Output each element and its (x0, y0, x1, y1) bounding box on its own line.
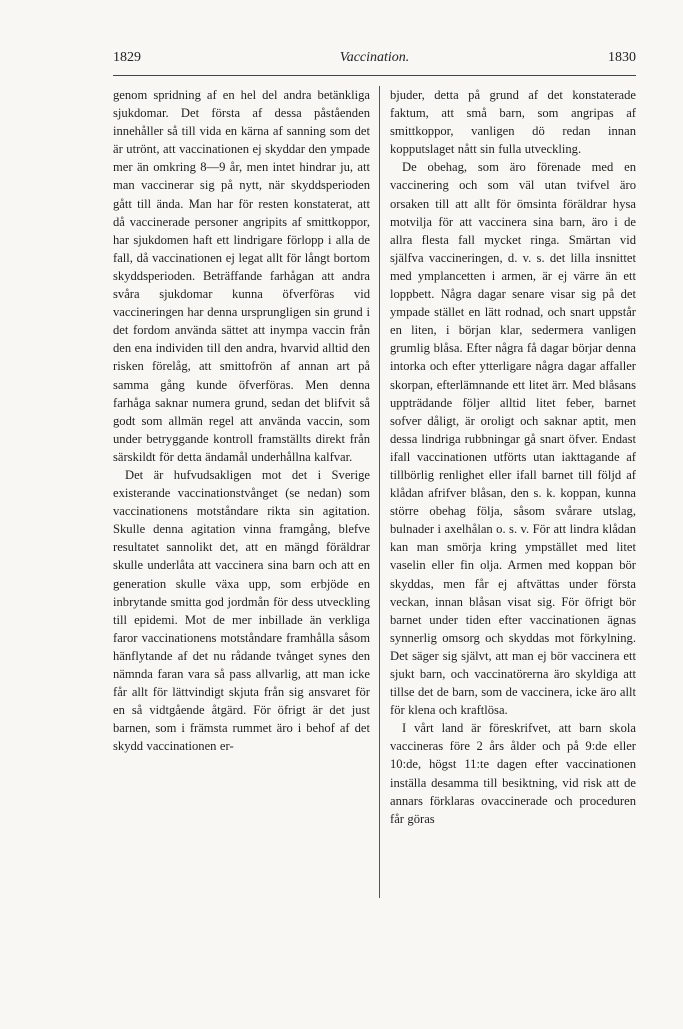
paragraph: bjuder, detta på grund af det konstaterade faktum, att små barn, som angripas af smittkoppor, vanligen dö redan innan kopputslaget nått sin fulla utveckling. (390, 88, 636, 157)
paragraph: I vårt land är föreskrifvet, att barn skola vaccineras före 2 års ålder och på 9:de eller 10:de, högst 11:te dagen efter vaccinationen inställa desamma till besiktning, vid risk att de annars förklaras ovaccinerade och proceduren får göras (390, 721, 636, 826)
paragraph: Det är hufvudsakligen mot det i Sverige existerande vaccinationstvånget (se nedan) som vaccinationens motståndare rikta sin agitation. Skulle denna agitation vinna framgång, blefve resultatet sannolikt det, att en mängd föräldrar skulle underlåta att vaccinera sina barn och att en generation skulle växa upp, som erbjöde en inbrytande smitta god jordmån för dess utveckling till epidemi. Mot de mer inbillade än verkliga faror vaccinationens motståndare framhålla såsom hänflytande af det nu rådande tvånget synes den nämnda faran vara så pass allvarlig, att man icke får allt för lättvindigt skjuta från sig ansvaret för en så vidtgående åtgärd. För öfrigt är det just barnen, som i främsta rummet äro i behof af det skydd vaccinationen er- (113, 467, 370, 754)
left-column (113, 86, 370, 755)
paragraph: genom spridning af en hel del andra betänkliga sjukdomar. Det första af dessa påståenden innehåller så till vida en kärna af sanning som det är utrönt, att vaccinationen ej skyddar den ympade mer än omkring 8—9 år, men intet hindrar ju, att man vaccinerar sig på nytt, när skyddsperioden gått till ända. Man har för resten konstaterat, att då vaccinerade personer angripits af smittkoppor, har sjukdomen haft ett lindrigare förlopp i alla de fall, då vaccinationen ej legat allt för långt bortom skyddsperioden. Beträffande farhågan att andra svåra sjukdomar kunna öfverföras vid vaccineringen har denna ursprungligen sin grund i det fordom använda sättet att inympa vaccin från den ena individen till den andra, hvarvid alltid den risken förelåg, att smittofrön af annan art på samma gång kunde öfverföras. Men denna farhåga saknar numera grund, sedan det blifvit så godt som allmän regel att använda vaccin, som under betryggande kontroll framställts direkt från särskildt för detta ändamål underhållna kalfvar. (113, 88, 370, 464)
paragraph: De obehag, som äro förenade med en vaccinering och som väl utan tvifvel äro orsaken till att allt för ömsinta föräldrar hysa motvilja för att vaccinera sina barn, äro i de allra flesta fall mycket ringa. Smärtan vid själfva vaccineringen, d. v. s. det lilla insnittet med ymplancetten i armen, är ej värre än ett loppbett. Några dagar senare visar sig på det ympade stället en lätt rodnad, och snart uppstår en liten, i början klar, sedermera vanligen grumlig blåsa. Efter några få dagar börjar denna intorka och efter ytterligare några dagar affaller skorpan, efterlämnande ett litet ärr. Med blåsans uppträdande följer alltid litet feber, barnet sofver dåligt, är oroligt och saknar aptit, men dessa lindriga rubbningar gå snart öfver. Endast ifall vaccinationen utförts utan iakttagande af tillbörlig renlighet eller ifall barnet till följd af klådan afrifver blåsan, den s. k. koppan, kunna större obehag följa, såsom svårare utslag, bulnader i axelhålan o. s. v. För att lindra klådan kan man smörja kring ympstället med litet vaselin eller fin olja. Armen med koppan bör skyddas, men får ej aftvättas under första veckan, innan blåsan visat sig. För öfrigt bör barnet under tiden efter vaccinationen ägnas synnerlig omsorg och skyddas mot förkylning. Det säger sig självt, att man ej bör vaccinera ett sjukt barn, och vaccinatörerna äro skyldiga att tillse det de barn, som de vaccinera, icke äro allt för klena och kraftlösa. (390, 160, 636, 718)
right-column (390, 86, 636, 828)
left-page-number: 1829 (113, 50, 141, 65)
running-title: Vaccination. (339, 50, 410, 65)
column-divider (379, 86, 380, 898)
right-page-number: 1830 (608, 50, 636, 65)
header-rule (113, 75, 636, 76)
running-header (113, 50, 636, 72)
